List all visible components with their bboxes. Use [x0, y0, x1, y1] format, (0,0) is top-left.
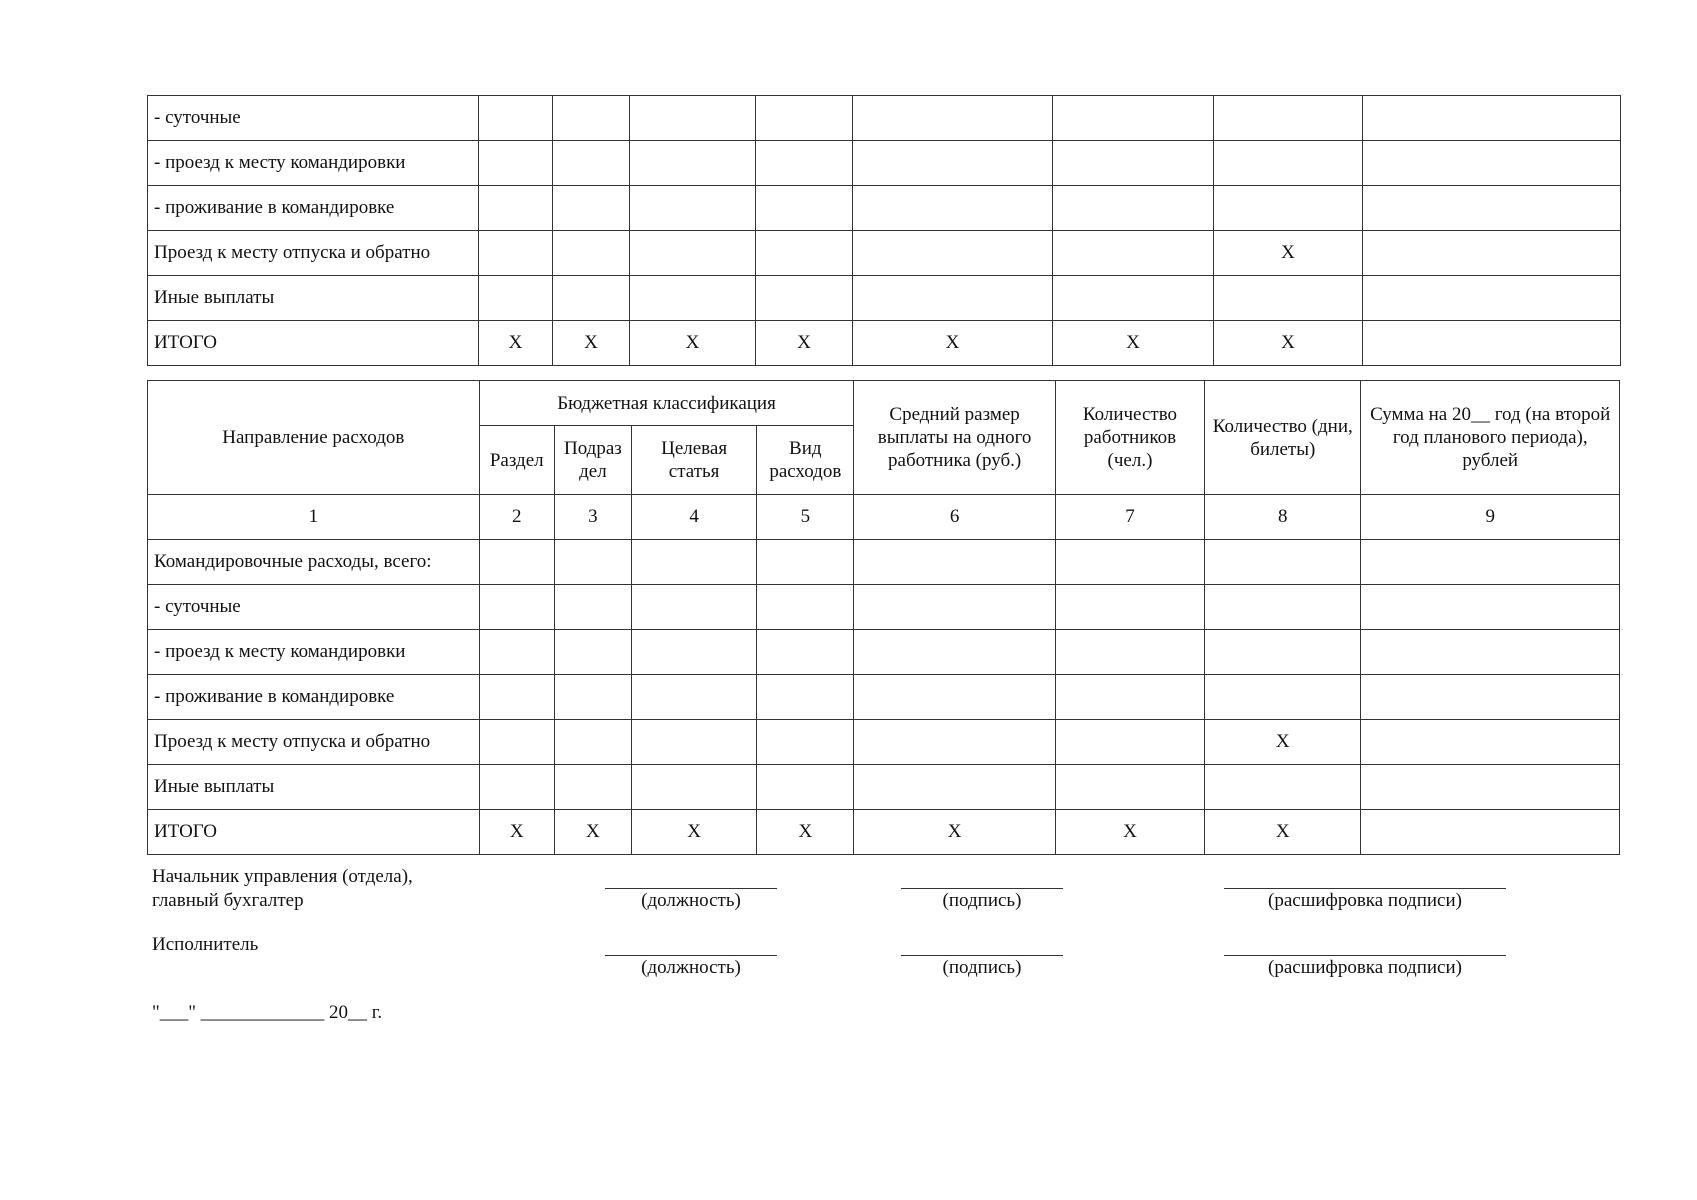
header-budget-classification: Бюджетная классификация [479, 381, 854, 426]
table-cell [1055, 585, 1204, 630]
table-cell: X [1214, 231, 1363, 276]
column-number: 7 [1055, 495, 1204, 540]
header-section: Раздел [479, 426, 554, 495]
table-row [148, 96, 1621, 141]
table-cell: X [1053, 321, 1214, 366]
table-cell [853, 231, 1053, 276]
table-cell [756, 141, 853, 186]
table-cell [854, 675, 1055, 720]
row-label: ИТОГО [148, 321, 479, 366]
column-number: 8 [1205, 495, 1361, 540]
table-cell [1361, 630, 1620, 675]
table-cell [630, 141, 756, 186]
table-row [148, 585, 1620, 630]
header-sum: Сумма на 20__ год (на второй год планового периода), рублей [1361, 381, 1620, 495]
table-cell [1053, 276, 1214, 321]
table-cell [1053, 186, 1214, 231]
header-workers-count: Количество работников (чел.) [1055, 381, 1204, 495]
table-cell [479, 141, 553, 186]
position-caption: (должность) [641, 890, 741, 911]
table-cell [553, 186, 630, 231]
table-cell [1361, 540, 1620, 585]
table-cell [1205, 585, 1361, 630]
decoding-caption: (расшифровка подписи) [1268, 957, 1462, 978]
table-row [148, 720, 1620, 765]
row-label: - суточные [148, 585, 480, 630]
table-cell [757, 540, 854, 585]
table-cell [853, 141, 1053, 186]
decoding-line [1224, 955, 1506, 956]
column-number: 1 [148, 495, 480, 540]
table-cell [630, 96, 756, 141]
table-cell [756, 276, 853, 321]
table-cell [757, 720, 854, 765]
table-cell [1055, 540, 1204, 585]
header-subsection: Подраз дел [554, 426, 631, 495]
table-cell [631, 720, 756, 765]
table-row [148, 231, 1621, 276]
table-cell [1053, 96, 1214, 141]
table-cell [1055, 630, 1204, 675]
table-cell [757, 765, 854, 810]
row-label: - суточные [148, 96, 479, 141]
table-cell [631, 540, 756, 585]
decoding-line [1224, 888, 1506, 889]
table-cell [631, 765, 756, 810]
table-cell [1214, 96, 1363, 141]
table-cell [854, 765, 1055, 810]
row-label: - проживание в командировке [148, 675, 480, 720]
table-cell [756, 186, 853, 231]
table-cell [1055, 675, 1204, 720]
table-cell [1205, 675, 1361, 720]
row-label: ИТОГО [148, 810, 480, 855]
row-label: - проживание в командировке [148, 186, 479, 231]
column-number: 3 [554, 495, 631, 540]
header-expense-type: Вид расходов [757, 426, 854, 495]
head-title-line1: Начальник управления (отдела), [152, 866, 413, 887]
table-row [148, 765, 1620, 810]
table-cell [1053, 141, 1214, 186]
table-cell: X [1055, 810, 1204, 855]
table-cell [1214, 186, 1363, 231]
signature-line [901, 888, 1063, 889]
table-cell: X [1214, 321, 1363, 366]
date-line: "___" _____________ 20__ г. [152, 1002, 383, 1023]
table-cell [554, 630, 631, 675]
table-row [148, 321, 1621, 366]
table-cell [553, 231, 630, 276]
table-cell [553, 276, 630, 321]
table-cell: X [631, 810, 756, 855]
header-target-article: Целевая статья [631, 426, 756, 495]
table-cell [1214, 141, 1363, 186]
table-cell: X [479, 321, 553, 366]
position-line [605, 955, 777, 956]
table-cell [757, 630, 854, 675]
position-line [605, 888, 777, 889]
table-cell: X [630, 321, 756, 366]
decoding-caption: (расшифровка подписи) [1268, 890, 1462, 911]
table-cell [554, 585, 631, 630]
table-row [148, 540, 1620, 585]
table-cell [1363, 96, 1621, 141]
table-cell [1205, 765, 1361, 810]
table-cell [1361, 765, 1620, 810]
table-cell [554, 765, 631, 810]
table-cell: X [554, 810, 631, 855]
table-cell [630, 186, 756, 231]
signature-line [901, 955, 1063, 956]
table-cell [854, 720, 1055, 765]
table-cell [479, 630, 554, 675]
position-caption: (должность) [641, 957, 741, 978]
table-cell [554, 540, 631, 585]
table-cell [554, 675, 631, 720]
table-cell: X [757, 810, 854, 855]
table-cell: X [553, 321, 630, 366]
table-cell: X [479, 810, 554, 855]
table-cell [479, 231, 553, 276]
table-cell [1361, 810, 1620, 855]
row-label: - проезд к месту командировки [148, 630, 480, 675]
table-cell [854, 585, 1055, 630]
table-cell [854, 540, 1055, 585]
table-cell [1055, 765, 1204, 810]
table-cell [853, 186, 1053, 231]
table-cell [853, 96, 1053, 141]
row-label: Иные выплаты [148, 276, 479, 321]
table-cell [1363, 321, 1621, 366]
expenses-table-continued-body [148, 96, 1621, 366]
table-cell: X [854, 810, 1055, 855]
table-cell [756, 96, 853, 141]
table-cell [479, 540, 554, 585]
table-cell [631, 585, 756, 630]
table-cell [479, 720, 554, 765]
table-row [148, 141, 1621, 186]
table-cell [1361, 675, 1620, 720]
table-row [148, 630, 1620, 675]
table-cell [854, 630, 1055, 675]
header-avg-payment: Средний размер выплаты на одного работника (руб.) [854, 381, 1055, 495]
table-cell [1214, 276, 1363, 321]
executor-title: Исполнитель [152, 934, 259, 955]
table-row [148, 186, 1621, 231]
table-cell [479, 675, 554, 720]
column-numbers-row [148, 495, 1620, 540]
table-cell [1205, 630, 1361, 675]
table-cell [631, 630, 756, 675]
table-cell [757, 675, 854, 720]
table-cell [630, 276, 756, 321]
row-label: Проезд к месту отпуска и обратно [148, 720, 480, 765]
table-cell: X [756, 321, 853, 366]
header-direction: Направление расходов [148, 381, 480, 495]
table-cell [479, 765, 554, 810]
column-number: 2 [479, 495, 554, 540]
table-cell [479, 96, 553, 141]
table-cell [756, 231, 853, 276]
header-days-tickets: Количество (дни, билеты) [1205, 381, 1361, 495]
table-cell [479, 276, 553, 321]
table-cell [757, 585, 854, 630]
table-cell [631, 675, 756, 720]
table-cell [1361, 585, 1620, 630]
table-row [148, 810, 1620, 855]
table-cell [1053, 231, 1214, 276]
table-cell [479, 585, 554, 630]
table-cell: X [1205, 810, 1361, 855]
signature-caption: (подпись) [942, 957, 1022, 978]
column-number: 5 [757, 495, 854, 540]
table-cell [1363, 231, 1621, 276]
row-label: Командировочные расходы, всего: [148, 540, 480, 585]
table-cell [554, 720, 631, 765]
expenses-table-body [148, 540, 1620, 855]
column-number: 6 [854, 495, 1055, 540]
row-label: Иные выплаты [148, 765, 480, 810]
table-cell [553, 141, 630, 186]
table-cell: X [1205, 720, 1361, 765]
table-cell [1363, 186, 1621, 231]
expenses-table [147, 380, 1620, 855]
table-cell: X [853, 321, 1053, 366]
head-title-line2: главный бухгалтер [152, 890, 304, 911]
table-cell [1361, 720, 1620, 765]
header-row-1 [148, 381, 1620, 426]
table-cell [553, 96, 630, 141]
table-cell [853, 276, 1053, 321]
column-number: 9 [1361, 495, 1620, 540]
table-cell [1363, 141, 1621, 186]
signature-caption: (подпись) [942, 890, 1022, 911]
table-cell [1055, 720, 1204, 765]
table-row [148, 276, 1621, 321]
row-label: - проезд к месту командировки [148, 141, 479, 186]
table-cell [630, 231, 756, 276]
expenses-table-continued [147, 95, 1621, 366]
row-label: Проезд к месту отпуска и обратно [148, 231, 479, 276]
table-cell [479, 186, 553, 231]
table-row [148, 675, 1620, 720]
table-cell [1205, 540, 1361, 585]
column-number: 4 [631, 495, 756, 540]
table-cell [1363, 276, 1621, 321]
